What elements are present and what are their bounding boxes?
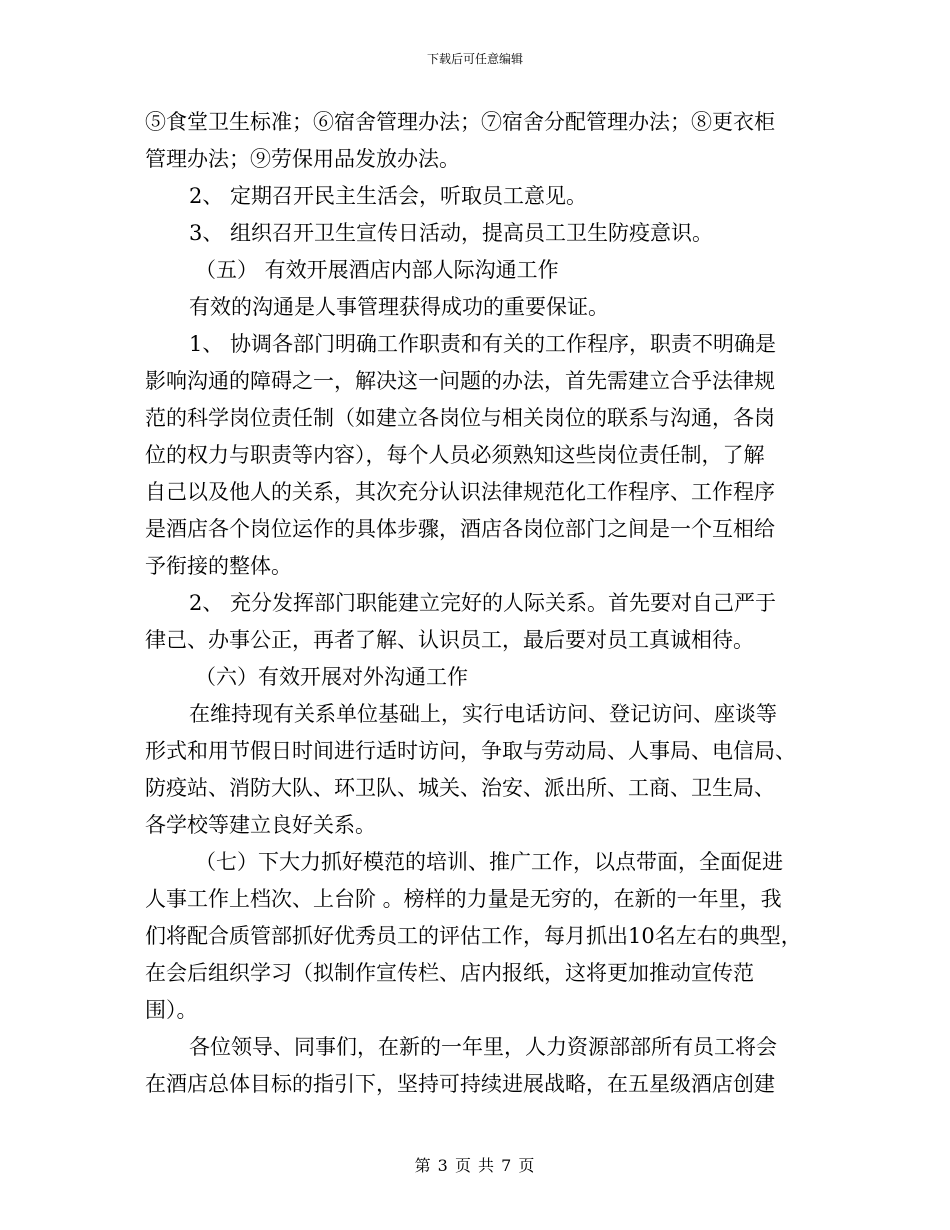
text-line: 各学校等建立良好关系。 xyxy=(145,813,376,837)
text-line: 在会后组织学习（拟制作宣传栏、店内报纸，这将更加推动宣传范 xyxy=(145,961,754,985)
text-line: 是酒店各个岗位运作的具体步骤，酒店各岗位部门之间是一个互相给 xyxy=(145,517,775,541)
text-line: （五） 有效开展酒店内部人际沟通工作 xyxy=(195,258,559,282)
text-line: 影响沟通的障碍之一，解决这一问题的办法，首先需建立合乎法律规 xyxy=(145,369,775,393)
text-line: （七）下大力抓好模范的培训、推广工作，以点带面，全面促进 xyxy=(195,850,783,874)
text-line: 3、 组织召开卫生宣传日活动，提高员工卫生防疫意识。 xyxy=(189,221,714,245)
text-line: 围）。 xyxy=(145,998,198,1022)
text-line: 在酒店总体目标的指引下，坚持可持续进展战略，在五星级酒店创建 xyxy=(145,1072,775,1096)
text-line: 2、 充分发挥部门职能建立完好的人际关系。首先要对自己严于 xyxy=(189,591,777,615)
text-line: 范的科学岗位责任制（如建立各岗位与相关岗位的联系与沟通，各岗 xyxy=(145,406,775,430)
text-line: （六）有效开展对外沟通工作 xyxy=(195,665,468,689)
text-line: 人事工作上档次、上台阶 。榜样的力量是无穷的，在新的一年里，我 xyxy=(145,887,782,911)
text-line: 位的权力与职责等内容），每个人员必须熟知这些岗位责任制，了解 xyxy=(145,443,765,467)
text-line: 予衔接的整体。 xyxy=(145,554,292,578)
text-line: 有效的沟通是人事管理获得成功的重要保证。 xyxy=(189,295,609,319)
text-line: 防疫站、消防大队、环卫队、城关、治安、派出所、工商、卫生局、 xyxy=(145,776,775,800)
text-line: 各位领导、同事们，在新的一年里，人力资源部部所有员工将会 xyxy=(189,1035,777,1059)
page-header: 下载后可任意编辑 xyxy=(426,52,523,66)
text-line: ⑤食堂卫生标准；⑥宿舍管理办法；⑦宿舍分配管理办法；⑧更衣柜 xyxy=(145,110,775,134)
text-line: 形式和用节假日时间进行适时访问，争取与劳动局、人事局、电信局、 xyxy=(145,739,796,763)
page-number: 第 3 页 共 7 页 xyxy=(414,1156,536,1175)
document-body xyxy=(145,104,809,1103)
text-line: 律己、办事公正，再者了解、认识员工，最后要对员工真诚相待。 xyxy=(145,628,754,652)
text-line: 们将配合质管部抓好优秀员工的评估工作，每月抓出10名左右的典型， xyxy=(145,924,802,948)
text-line: 2、 定期召开民主生活会，听取员工意见。 xyxy=(189,184,588,208)
text-line: 在维持现有关系单位基础上，实行电话访问、登记访问、座谈等 xyxy=(189,702,777,726)
text-line: 管理办法；⑨劳保用品发放办法。 xyxy=(145,147,460,171)
text-line: 1、 协调各部门明确工作职责和有关的工作程序，职责不明确是 xyxy=(189,332,777,356)
text-line: 自己以及他人的关系，其次充分认识法律规范化工作程序、工作程序 xyxy=(145,480,775,504)
